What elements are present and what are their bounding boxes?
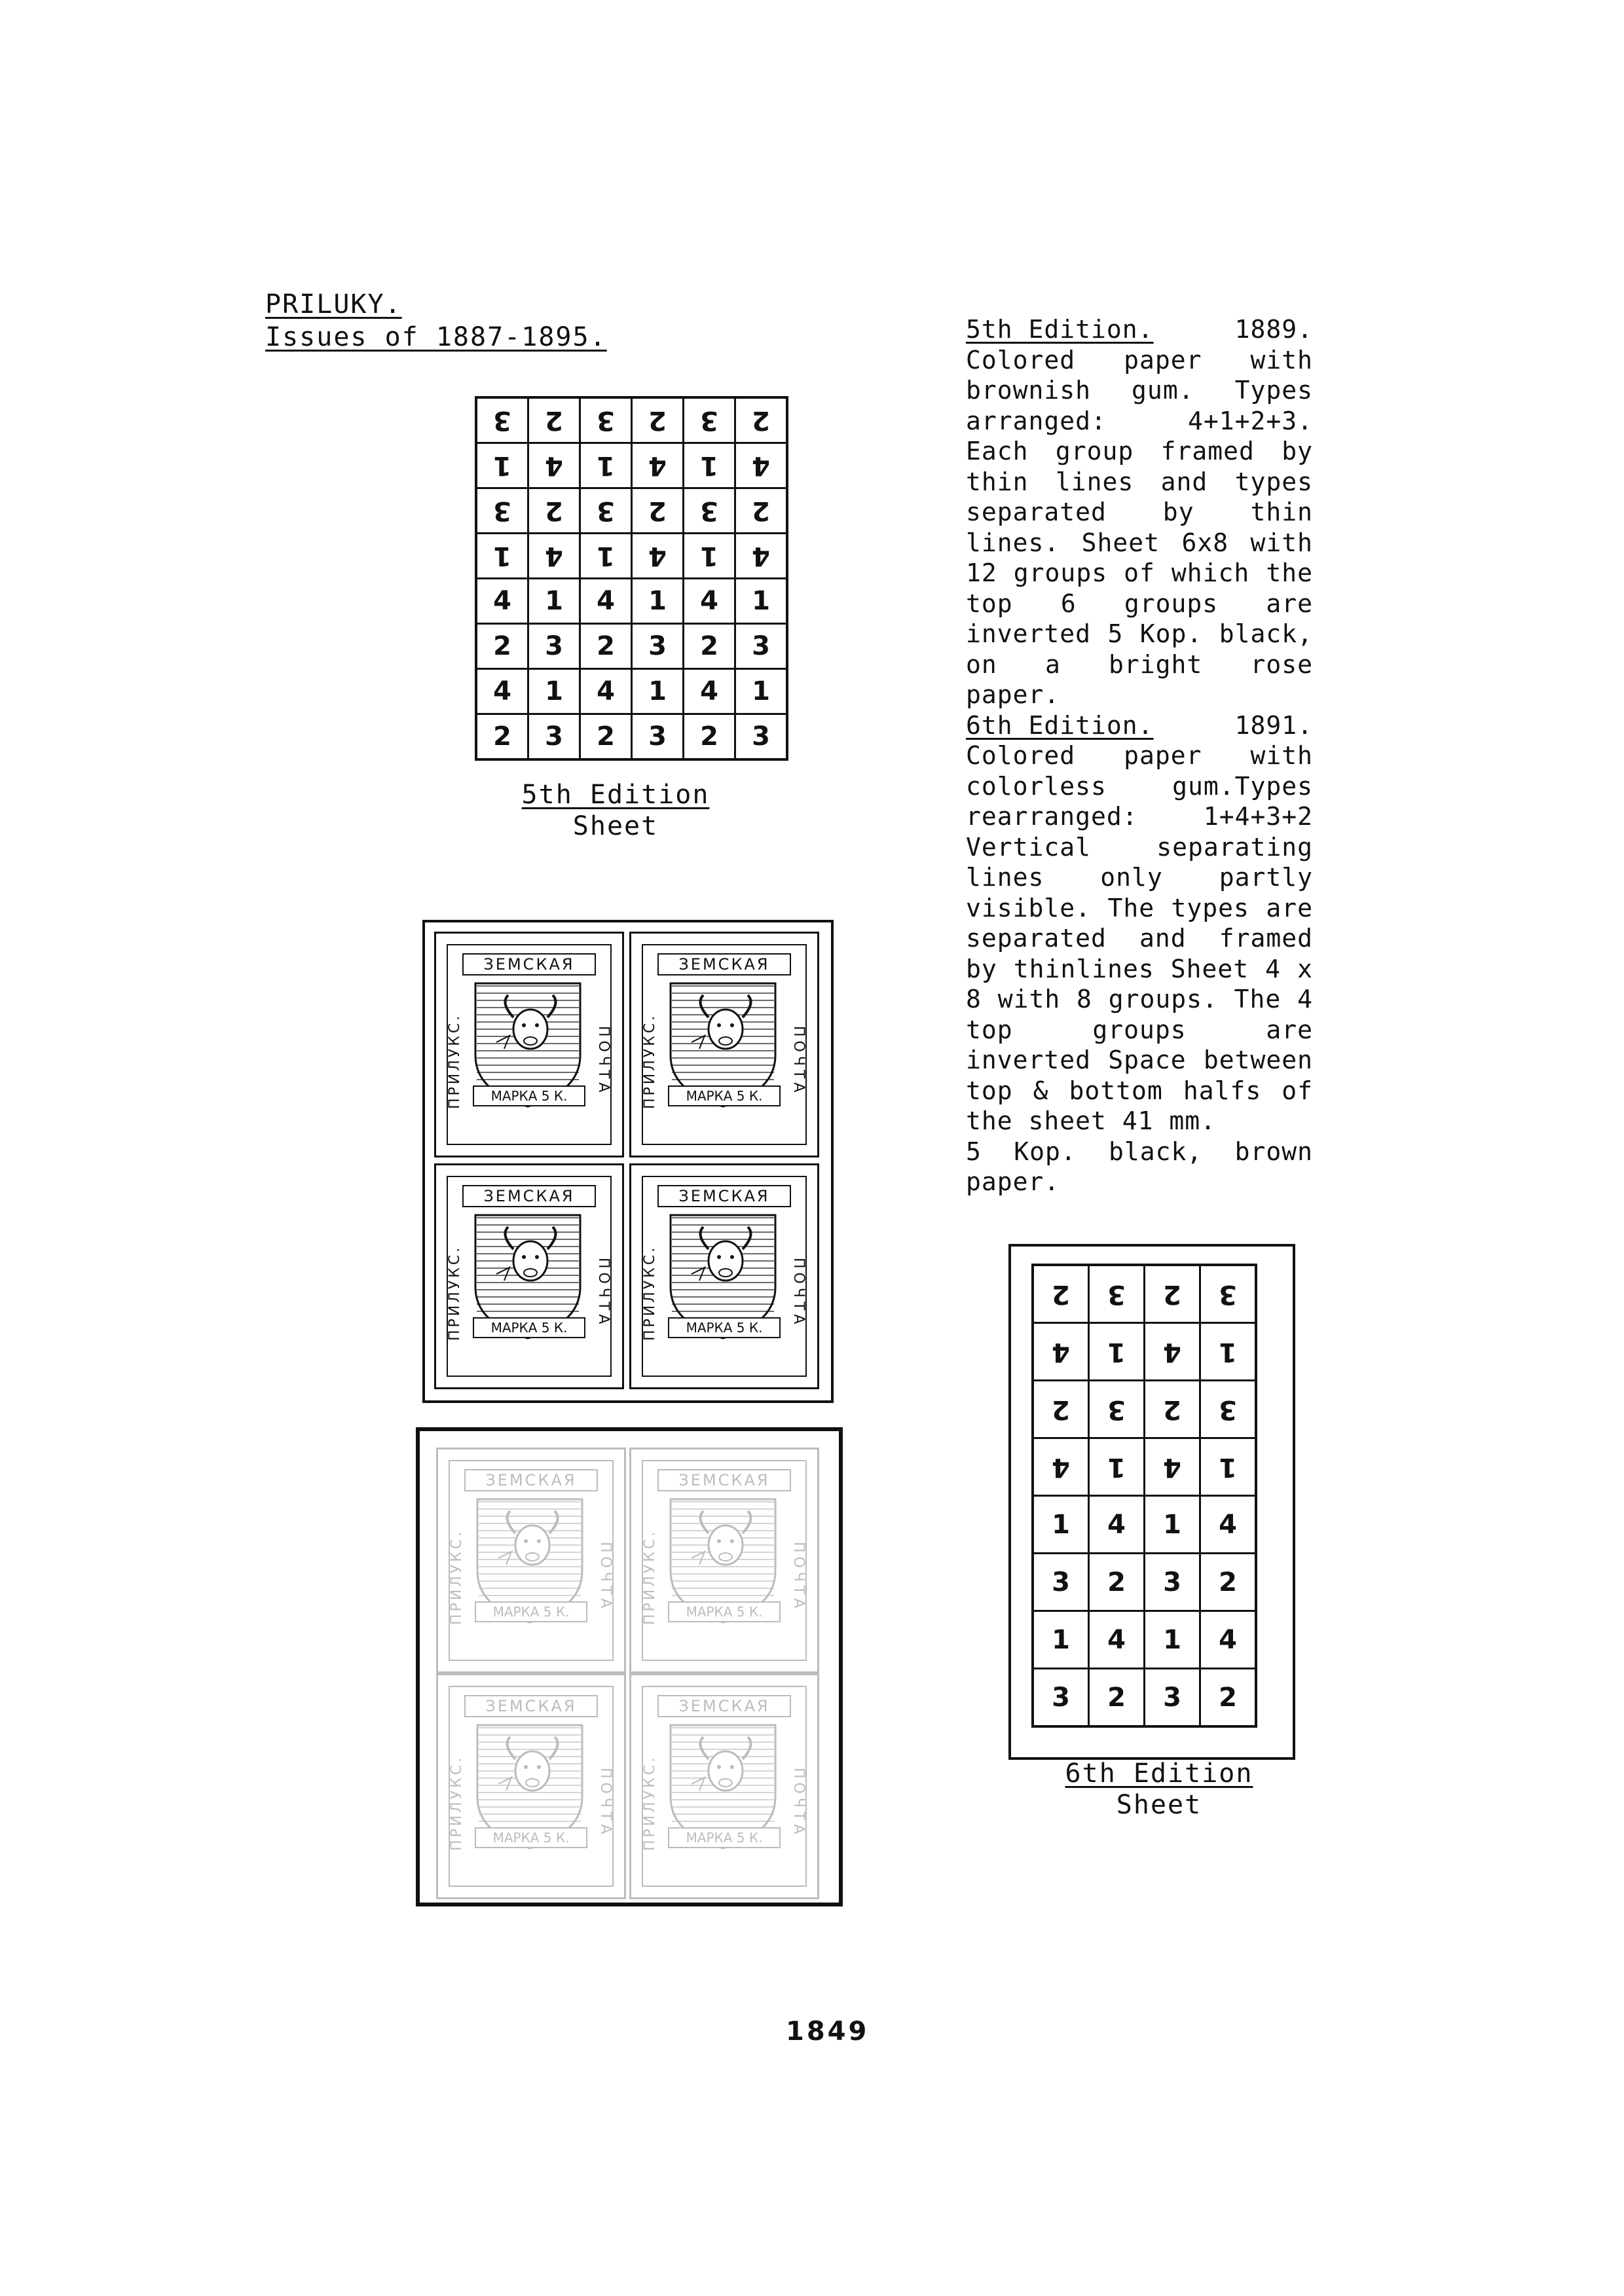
heading-6th-edition [966, 710, 1313, 741]
stamp-top-text: ЗЕМСКАЯ [464, 1469, 598, 1491]
grid-cell: 3 [1145, 1554, 1200, 1611]
stamp-block-faded-illustration [416, 1427, 843, 1906]
sheet-6th-edition-grid [1031, 1264, 1257, 1728]
grid-cell-inverted: 4 [1033, 1438, 1089, 1496]
stamp-top-text: ЗЕМСКАЯ [462, 953, 596, 975]
grid-cell: 2 [1200, 1669, 1257, 1727]
stamp-block-illustration [422, 920, 834, 1403]
stamp-right-text: ПОЧТА [790, 1542, 807, 1613]
grid-cell-inverted: 4 [1145, 1323, 1200, 1381]
grid-cell: 2 [1200, 1554, 1257, 1611]
grid-cell: 1 [1033, 1496, 1089, 1554]
stamp-image [629, 1673, 819, 1899]
grid-cell: 4 [684, 579, 735, 624]
heading-5th-edition [966, 314, 1313, 345]
grid-cell: 2 [1089, 1669, 1145, 1727]
grid-cell: 3 [632, 624, 684, 669]
grid-cell: 2 [1089, 1554, 1145, 1611]
page-header [265, 288, 607, 354]
grid-cell-inverted: 2 [1145, 1265, 1200, 1323]
grid-cell-inverted: 1 [476, 534, 528, 579]
grid-row [1033, 1611, 1256, 1669]
grid-cell-inverted: 1 [476, 443, 528, 488]
grid-cell: 1 [632, 669, 684, 714]
stamp-top-text: ЗЕМСКАЯ [657, 1185, 791, 1207]
page-number: 1849 [786, 2016, 870, 2047]
grid-cell-inverted: 3 [684, 488, 735, 534]
caption-6th-line2: Sheet [1116, 1790, 1202, 1820]
grid-cell: 3 [735, 624, 788, 669]
grid-row [1033, 1496, 1256, 1554]
stamp-bottom-text: МАРКА 5 К. [475, 1601, 587, 1622]
heading-6th-year: 1891. [1234, 710, 1313, 740]
stamp-bottom-text: МАРКА 5 К. [668, 1317, 781, 1338]
grid-row [476, 624, 787, 669]
sheet-5th-edition-grid [475, 396, 788, 761]
stamp-left-text: ПРИЛУКС. [642, 1529, 658, 1626]
grid-cell: 4 [1089, 1611, 1145, 1669]
grid-cell: 2 [684, 714, 735, 760]
grid-cell-inverted: 4 [528, 534, 580, 579]
grid-cell: 4 [1200, 1496, 1257, 1554]
grid-cell-inverted: 2 [735, 397, 788, 443]
grid-cell-inverted: 2 [632, 397, 684, 443]
grid-row [1033, 1438, 1256, 1496]
stamp-bottom-text: МАРКА 5 К. [475, 1827, 587, 1848]
grid-cell: 4 [1200, 1611, 1257, 1669]
grid-cell-inverted: 4 [632, 534, 684, 579]
heading-6th-label: 6th Edition. [966, 710, 1154, 740]
grid-row [1033, 1381, 1256, 1438]
grid-cell-inverted: 4 [632, 443, 684, 488]
grid-cell-inverted: 4 [528, 443, 580, 488]
grid-cell: 4 [580, 669, 632, 714]
grid-row [476, 534, 787, 579]
edition-descriptions [966, 314, 1313, 1197]
grid-cell: 2 [476, 624, 528, 669]
grid-row [1033, 1669, 1256, 1727]
stamp-right-text: ПОЧТА [790, 1026, 807, 1097]
grid-cell-inverted: 2 [528, 488, 580, 534]
grid-row [1033, 1265, 1256, 1323]
stamp-right-text: ПОЧТА [790, 1768, 807, 1838]
caption-5th-line2: Sheet [572, 811, 659, 841]
grid-cell-inverted: 3 [1200, 1381, 1257, 1438]
grid-cell: 1 [528, 669, 580, 714]
grid-cell: 1 [632, 579, 684, 624]
description-5th-edition: Colored paper with brownish gum. Types arranged: 4+1+2+3. Each group framed by thin lines and types separated by thin lines. Sheet 6x8 with 12 groups of which the top 6 groups are inverted 5 Kop. black, on a bright rose paper. [966, 345, 1313, 709]
heading-5th-label: 5th Edition. [966, 315, 1154, 344]
stamp-image [434, 1163, 624, 1389]
caption-5th-line1: 5th Edition [521, 780, 710, 810]
stamp-image [436, 1673, 626, 1899]
grid-cell-inverted: 3 [580, 397, 632, 443]
grid-row [476, 488, 787, 534]
grid-cell-inverted: 3 [1089, 1265, 1145, 1323]
grid-cell: 4 [1089, 1496, 1145, 1554]
stamp-left-text: ПРИЛУКС. [447, 1245, 463, 1341]
stamp-left-text: ПРИЛУКС. [449, 1529, 465, 1626]
grid-cell-inverted: 1 [684, 534, 735, 579]
grid-cell: 1 [735, 669, 788, 714]
caption-6th-line1: 6th Edition [1065, 1758, 1253, 1789]
page-title: PRILUKY. [265, 289, 402, 319]
grid-cell-inverted: 4 [735, 534, 788, 579]
stamp-top-text: ЗЕМСКАЯ [657, 1469, 791, 1491]
grid-cell-inverted: 3 [476, 488, 528, 534]
stamp-bottom-text: МАРКА 5 К. [668, 1601, 781, 1622]
sheet-5th-edition-caption [498, 779, 733, 842]
stamp-bottom-text: МАРКА 5 К. [473, 1085, 585, 1106]
grid-cell: 1 [1033, 1611, 1089, 1669]
grid-cell-inverted: 3 [1200, 1265, 1257, 1323]
grid-cell-inverted: 3 [476, 397, 528, 443]
grid-cell: 4 [684, 669, 735, 714]
description-6th-edition: Colored paper with colorless gum.Types rearranged: 1+4+3+2 Vertical separating lines only partly visible. The types are separated and framed by thinlines Sheet 4 x 8 with 8 groups. The 4 top groups are inverted Space between top & bottom halfs of the sheet 41 mm. [966, 741, 1313, 1135]
heading-5th-year: 1889. [1234, 315, 1313, 344]
grid-row [476, 714, 787, 760]
stamp-image [436, 1448, 626, 1673]
grid-row [1033, 1323, 1256, 1381]
grid-cell-inverted: 2 [1033, 1265, 1089, 1323]
page-subtitle: Issues of 1887-1895. [265, 322, 607, 352]
grid-row [476, 397, 787, 443]
grid-cell-inverted: 2 [1145, 1381, 1200, 1438]
grid-cell-inverted: 4 [1145, 1438, 1200, 1496]
stamp-right-text: ПОЧТА [597, 1542, 614, 1613]
grid-row [1033, 1554, 1256, 1611]
stamp-image [629, 1448, 819, 1673]
grid-cell-inverted: 2 [1033, 1381, 1089, 1438]
grid-cell-inverted: 1 [1200, 1323, 1257, 1381]
stamp-left-text: ПРИЛУКС. [642, 1013, 658, 1110]
grid-cell: 3 [1033, 1669, 1089, 1727]
stamp-right-text: ПОЧТА [597, 1768, 614, 1838]
grid-cell: 2 [580, 624, 632, 669]
grid-cell-inverted: 3 [580, 488, 632, 534]
grid-cell: 3 [1033, 1554, 1089, 1611]
grid-cell-inverted: 1 [1089, 1323, 1145, 1381]
stamp-left-text: ПРИЛУКС. [642, 1245, 658, 1341]
grid-cell: 1 [735, 579, 788, 624]
grid-cell-inverted: 4 [1033, 1323, 1089, 1381]
grid-cell-inverted: 2 [735, 488, 788, 534]
stamp-image [629, 1163, 819, 1389]
grid-cell: 1 [1145, 1611, 1200, 1669]
grid-cell-inverted: 3 [1089, 1381, 1145, 1438]
grid-cell: 2 [684, 624, 735, 669]
stamp-top-text: ЗЕМСКАЯ [657, 953, 791, 975]
grid-cell-inverted: 1 [1089, 1438, 1145, 1496]
grid-cell: 1 [1145, 1496, 1200, 1554]
grid-cell: 4 [476, 669, 528, 714]
grid-cell-inverted: 2 [528, 397, 580, 443]
grid-row [476, 443, 787, 488]
grid-cell: 3 [528, 624, 580, 669]
grid-row [476, 669, 787, 714]
grid-cell-inverted: 4 [735, 443, 788, 488]
grid-cell: 3 [528, 714, 580, 760]
stamp-right-text: ПОЧТА [595, 1026, 612, 1097]
sheet-6th-edition-caption [1041, 1758, 1277, 1821]
stamp-right-text: ПОЧТА [790, 1258, 807, 1328]
stamp-left-text: ПРИЛУКС. [449, 1755, 465, 1851]
stamp-top-text: ЗЕМСКАЯ [462, 1185, 596, 1207]
grid-cell-inverted: 3 [684, 397, 735, 443]
grid-cell: 4 [580, 579, 632, 624]
stamp-bottom-text: МАРКА 5 К. [668, 1827, 781, 1848]
grid-cell: 3 [735, 714, 788, 760]
stamp-bottom-text: МАРКА 5 К. [668, 1085, 781, 1106]
grid-cell: 2 [580, 714, 632, 760]
stamp-left-text: ПРИЛУКС. [642, 1755, 658, 1851]
grid-cell: 4 [476, 579, 528, 624]
grid-cell: 3 [1145, 1669, 1200, 1727]
grid-cell-inverted: 1 [580, 534, 632, 579]
stamp-bottom-text: МАРКА 5 К. [473, 1317, 585, 1338]
stamp-left-text: ПРИЛУКС. [447, 1013, 463, 1110]
description-6th-edition-stamp: 5 Kop. black, brown paper. [966, 1137, 1313, 1196]
grid-cell-inverted: 1 [1200, 1438, 1257, 1496]
grid-cell-inverted: 2 [632, 488, 684, 534]
grid-cell: 2 [476, 714, 528, 760]
stamp-top-text: ЗЕМСКАЯ [657, 1695, 791, 1717]
grid-cell-inverted: 1 [684, 443, 735, 488]
stamp-right-text: ПОЧТА [595, 1258, 612, 1328]
grid-cell: 3 [632, 714, 684, 760]
stamp-image [434, 932, 624, 1157]
grid-row [476, 579, 787, 624]
stamp-top-text: ЗЕМСКАЯ [464, 1695, 598, 1717]
grid-cell-inverted: 1 [580, 443, 632, 488]
grid-cell: 1 [528, 579, 580, 624]
stamp-image [629, 932, 819, 1157]
